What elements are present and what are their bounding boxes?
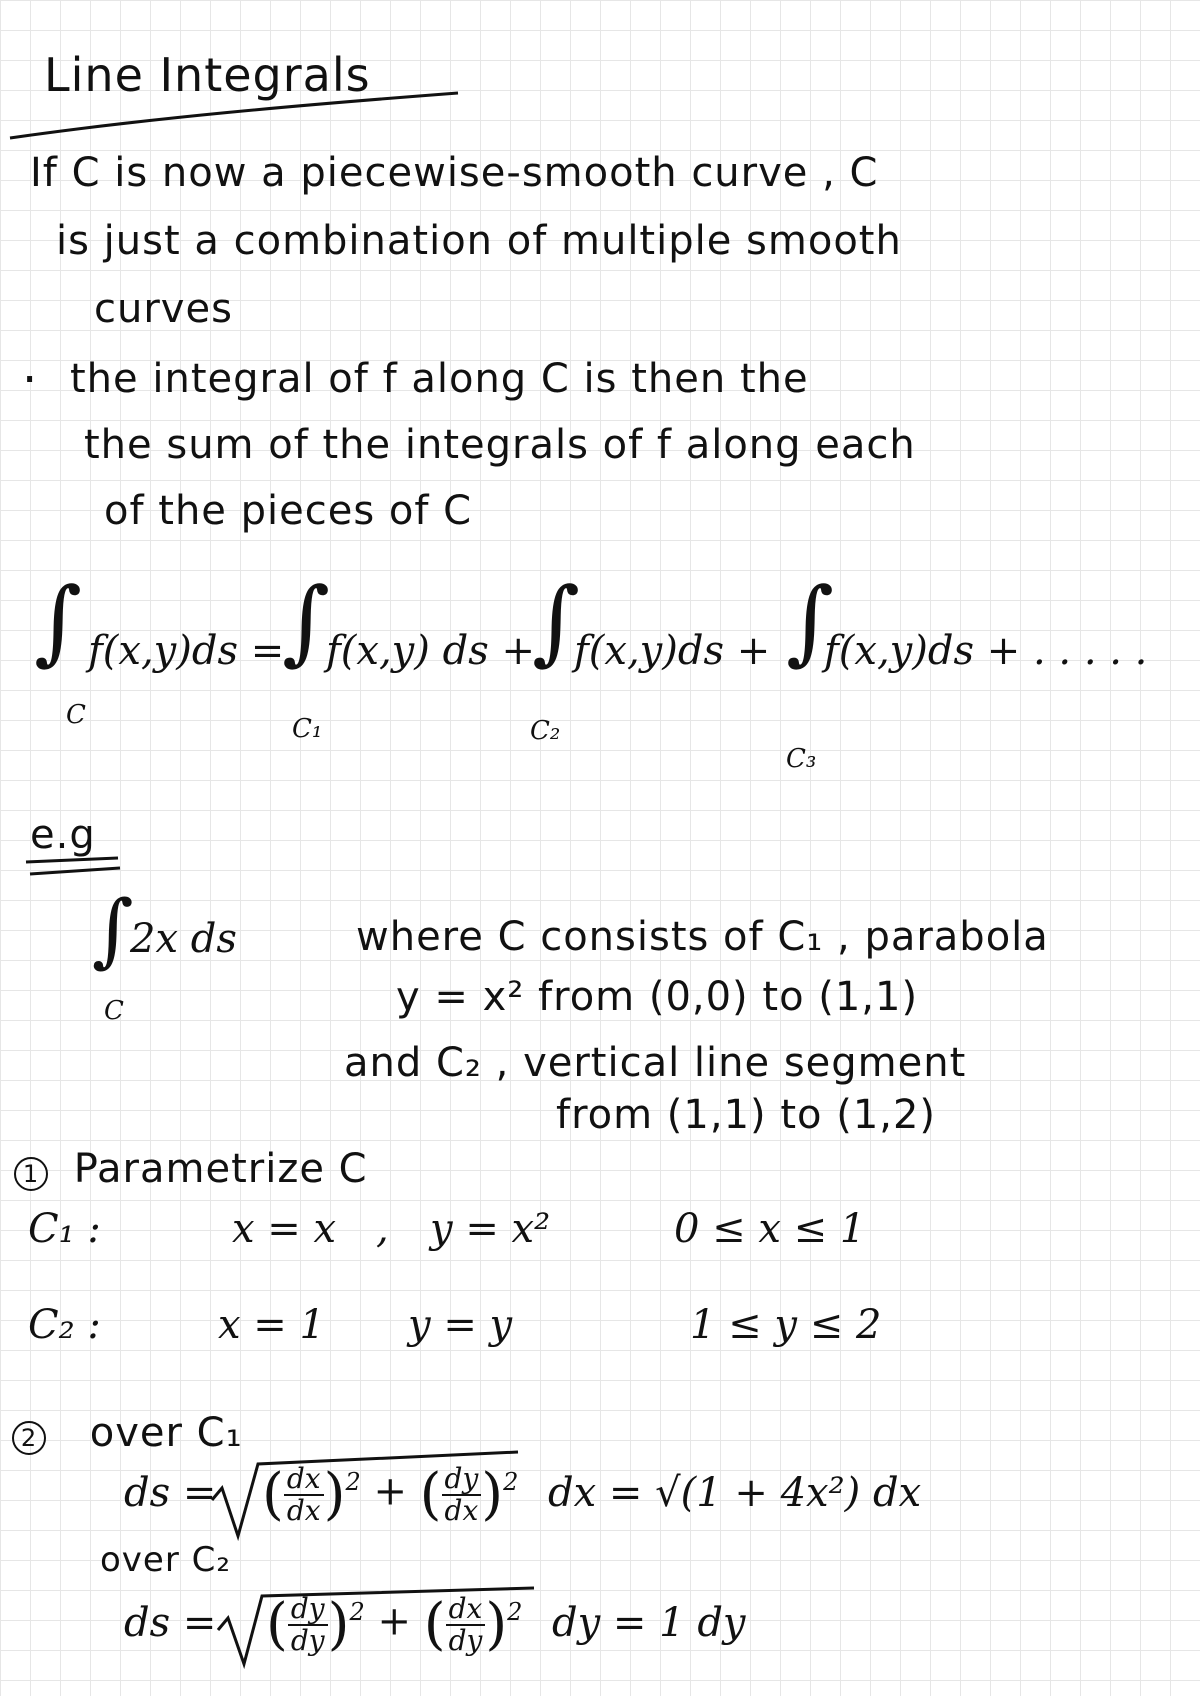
example-label: e.g <box>30 812 96 858</box>
integral-sub-c: C <box>66 700 86 730</box>
c1-x-param: x = x <box>232 1206 337 1252</box>
ds2-lhs: ds = <box>124 1600 217 1646</box>
c1-label: C₁ : <box>28 1206 101 1252</box>
step1-number-circle: 1 <box>14 1157 48 1191</box>
ds1-tail: dx = √(1 + 4x²) dx <box>548 1470 922 1516</box>
page-title: Line Integrals <box>44 48 371 102</box>
example-integral-sub: C <box>104 996 124 1026</box>
ds2-frac-1: $\frac{dy}{dy}$ <box>288 1594 328 1655</box>
integral-sign-c2: ∫ <box>532 568 580 675</box>
ds1-frac-1: $\frac{dx}{dx}$ <box>284 1464 324 1525</box>
step1-heading: Parametrize C <box>73 1146 368 1192</box>
step2-over-c1-row <box>12 1410 243 1456</box>
eg-double-underline <box>30 868 120 874</box>
step1-heading-row <box>14 1146 368 1192</box>
formula-term-3: f(x,y)ds + . . . . . <box>824 628 1148 674</box>
c2-label: C₂ : <box>28 1302 101 1348</box>
c2-y-param: y = y <box>408 1302 513 1348</box>
intro-line-1: If C is now a piecewise-smooth curve , C <box>30 150 879 196</box>
example-desc-4: from (1,1) to (1,2) <box>556 1092 937 1138</box>
bullet-line-2: the sum of the integrals of f along each <box>84 422 916 468</box>
c1-y-param: y = x² <box>430 1206 551 1252</box>
example-integrand: 2x ds <box>130 916 237 962</box>
ds1-frac-2: $\frac{dy}{dx}$ <box>442 1464 482 1525</box>
intro-line-3: curves <box>94 286 233 332</box>
step2-over-c1: over C₁ <box>89 1410 243 1456</box>
integral-sub-c3: C₃ <box>786 744 817 774</box>
ds2-tail: dy = 1 dy <box>552 1600 746 1646</box>
integral-sign-c3: ∫ <box>786 568 834 675</box>
integral-sign-c: ∫ <box>34 568 82 675</box>
example-integral-sign: ∫ <box>92 883 134 976</box>
integral-sign-c1: ∫ <box>282 568 330 675</box>
eg-underline <box>26 858 118 862</box>
c2-range: 1 ≤ y ≤ 2 <box>690 1302 882 1348</box>
step2-number-circle: 2 <box>12 1421 46 1455</box>
formula-term-1: f(x,y) ds + <box>326 628 535 674</box>
integral-sub-c1: C₁ <box>292 714 323 744</box>
example-desc-2: y = x² from (0,0) to (1,1) <box>396 974 919 1020</box>
example-desc-1: where C consists of C₁ , parabola <box>356 914 1049 960</box>
integral-sub-c2: C₂ <box>530 716 561 746</box>
formula-term-2: f(x,y)ds + <box>574 628 771 674</box>
step2-over-c2: over C₂ <box>100 1540 231 1580</box>
bullet-line-1: the integral of f along C is then the <box>70 356 809 402</box>
example-desc-3: and C₂ , vertical line segment <box>344 1040 967 1086</box>
bullet-marker: · <box>22 352 39 408</box>
intro-line-2: is just a combination of multiple smooth <box>56 218 902 264</box>
ds1-lhs: ds = <box>124 1470 217 1516</box>
c2-x-param: x = 1 <box>218 1302 325 1348</box>
bullet-line-3: of the pieces of C <box>104 488 473 534</box>
formula-lhs: f(x,y)ds = <box>88 628 285 674</box>
c1-separator: , <box>376 1206 389 1252</box>
c1-range: 0 ≤ x ≤ 1 <box>674 1206 866 1252</box>
ds2-radicand: ( $\frac{dy}{dy}$ )$^2$ + ( $\frac{dx}{dy}$ )$^2$ <box>266 1592 523 1657</box>
ds2-frac-2: $\frac{dx}{dy}$ <box>446 1594 486 1655</box>
ds1-radicand: ( $\frac{dx}{dx}$ )$^2$ + ( $\frac{dy}{dx}$ )$^2$ <box>262 1462 519 1527</box>
